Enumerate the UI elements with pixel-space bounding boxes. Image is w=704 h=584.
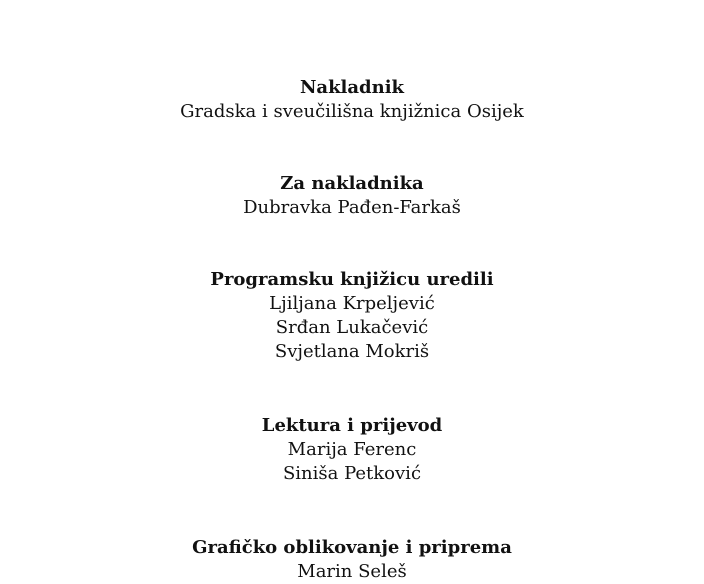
section-line: Siniša Petković xyxy=(282,463,422,484)
section-line: Svjetlana Mokriš xyxy=(274,341,430,362)
section-heading: Za nakladnika xyxy=(280,173,424,194)
section-heading: Nakladnik xyxy=(299,77,405,98)
section-line: Srđan Lukačević xyxy=(275,317,429,338)
section-heading: Programsku knjižicu uredili xyxy=(210,269,494,290)
graphic-design-section xyxy=(0,536,704,584)
section-heading: Grafičko oblikovanje i priprema xyxy=(192,537,512,558)
publisher-section xyxy=(0,76,704,124)
section-line: Gradska i sveučilišna knjižnica Osijek xyxy=(180,101,524,122)
section-line: Marin Seleš xyxy=(297,561,407,582)
section-heading: Lektura i prijevod xyxy=(261,415,443,436)
section-line: Marija Ferenc xyxy=(287,439,417,460)
editors-section xyxy=(0,268,704,364)
for-publisher-section xyxy=(0,172,704,220)
proofreading-translation-section xyxy=(0,414,704,486)
section-line: Dubravka Pađen-Farkaš xyxy=(243,197,461,218)
section-line: Ljiljana Krpeljević xyxy=(269,293,435,314)
